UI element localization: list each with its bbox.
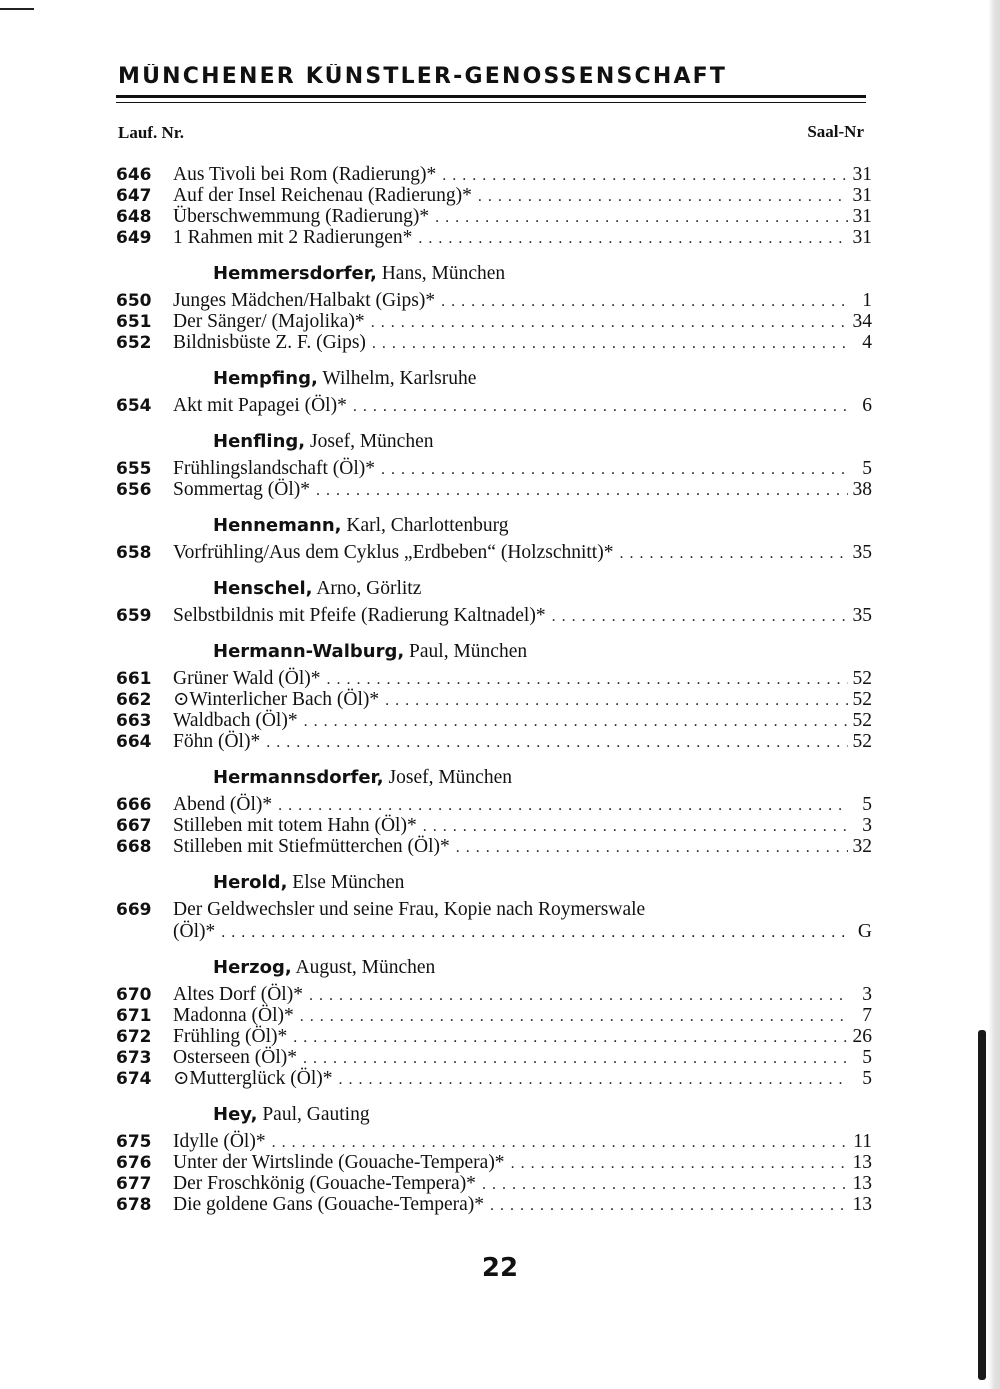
artist-surname: Henschel, bbox=[213, 578, 313, 599]
entry-title: Waldbach (Öl)* bbox=[173, 710, 298, 731]
entry-title: Föhn (Öl)* bbox=[173, 731, 261, 752]
entry-title: Osterseen (Öl)* bbox=[173, 1047, 297, 1068]
artist-details: August, München bbox=[291, 957, 436, 978]
artist-surname: Henfling, bbox=[213, 431, 306, 452]
artist-heading bbox=[116, 262, 872, 286]
artist-details: Paul, Gauting bbox=[257, 1104, 370, 1125]
leader-dots bbox=[484, 1195, 848, 1216]
entry-title: Stilleben mit Stiefmütterchen (Öl)* bbox=[173, 836, 450, 857]
catalog-entry bbox=[116, 542, 872, 563]
entry-number: 674 bbox=[116, 1069, 152, 1089]
entry-number: 677 bbox=[116, 1174, 152, 1194]
catalog-entry bbox=[116, 1131, 872, 1152]
catalog-entry bbox=[116, 836, 872, 857]
leader-dots bbox=[379, 690, 848, 711]
entry-room-number: 5 bbox=[862, 1047, 872, 1068]
entry-room-number: 26 bbox=[852, 1026, 872, 1047]
entry-title: Frühling (Öl)* bbox=[173, 1026, 288, 1047]
catalog-entry bbox=[116, 1026, 872, 1047]
catalog-entry bbox=[116, 668, 872, 689]
entry-room-number: 5 bbox=[862, 458, 872, 479]
artist-heading bbox=[116, 956, 872, 980]
artist-details: Josef, München bbox=[305, 431, 434, 452]
entry-title: Aus Tivoli bei Rom (Radierung)* bbox=[173, 164, 437, 185]
entry-number: 654 bbox=[116, 396, 152, 416]
leader-dots bbox=[303, 985, 848, 1006]
entry-title: ⊙Mutterglück (Öl)* bbox=[173, 1068, 333, 1089]
scan-corner-mark bbox=[0, 8, 34, 10]
entry-room-number: 38 bbox=[852, 479, 872, 500]
entry-room-number: 35 bbox=[852, 605, 872, 626]
artist-details: Hans, München bbox=[376, 263, 506, 284]
entry-number: 651 bbox=[116, 312, 152, 332]
entry-number: 666 bbox=[116, 795, 152, 815]
entry-number: 659 bbox=[116, 606, 152, 626]
header-rule-thin bbox=[116, 102, 866, 103]
leader-dots bbox=[476, 1174, 848, 1195]
leader-dots bbox=[450, 837, 848, 858]
entry-title: Madonna (Öl)* bbox=[173, 1005, 294, 1026]
catalog-entry bbox=[116, 185, 872, 206]
artist-surname: Hey, bbox=[213, 1104, 258, 1125]
binding-edge bbox=[978, 1030, 986, 1380]
catalog-entry bbox=[116, 1194, 872, 1215]
artist-details: Wilhelm, Karlsruhe bbox=[317, 368, 477, 389]
artist-surname: Hempfing, bbox=[213, 368, 318, 389]
entry-room-number: 35 bbox=[852, 542, 872, 563]
artist-heading bbox=[116, 871, 872, 895]
catalog-entry bbox=[116, 479, 872, 500]
catalog-entry bbox=[116, 1068, 872, 1089]
catalog-entry bbox=[116, 227, 872, 248]
entry-number: 671 bbox=[116, 1006, 152, 1026]
entry-title: ⊙Winterlicher Bach (Öl)* bbox=[173, 689, 380, 710]
entry-room-number: 34 bbox=[852, 311, 872, 332]
leader-dots bbox=[266, 1132, 848, 1153]
catalog-entry bbox=[116, 332, 872, 353]
leader-dots bbox=[375, 459, 848, 480]
catalog-entry bbox=[116, 815, 872, 836]
leader-dots bbox=[297, 1048, 848, 1069]
entry-number: 668 bbox=[116, 837, 152, 857]
entry-room-number: 32 bbox=[852, 836, 872, 857]
entry-room-number: 31 bbox=[852, 206, 872, 227]
header-rule-thick bbox=[116, 95, 866, 98]
artist-surname: Hermannsdorfer, bbox=[213, 767, 384, 788]
artist-heading bbox=[116, 430, 872, 454]
artist-details: Paul, München bbox=[404, 641, 528, 662]
entry-title: Junges Mädchen/Halbakt (Gips)* bbox=[173, 290, 436, 311]
entry-title: Abend (Öl)* bbox=[173, 794, 273, 815]
entry-number: 672 bbox=[116, 1027, 152, 1047]
entry-room-number: 1 bbox=[862, 290, 872, 311]
leader-dots bbox=[347, 396, 848, 417]
entry-number: 663 bbox=[116, 711, 152, 731]
leader-dots bbox=[546, 606, 848, 627]
leader-dots bbox=[321, 669, 848, 690]
leader-dots bbox=[260, 732, 848, 753]
catalog-entry bbox=[116, 1152, 872, 1173]
catalog-entry bbox=[116, 458, 872, 479]
catalog-entry bbox=[116, 290, 872, 311]
artist-details: Arno, Görlitz bbox=[312, 578, 422, 599]
entry-title: Unter der Wirtslinde (Gouache-Tempera)* bbox=[173, 1152, 505, 1173]
artist-details: Else München bbox=[287, 872, 405, 893]
leader-dots bbox=[613, 543, 848, 564]
catalog-entry bbox=[116, 1047, 872, 1068]
entry-number: 676 bbox=[116, 1153, 152, 1173]
entry-title: Der Froschkönig (Gouache-Tempera)* bbox=[173, 1173, 476, 1194]
leader-dots bbox=[366, 333, 848, 354]
column-header-saal-nr: Saal-Nr bbox=[807, 122, 864, 141]
entry-room-number: 52 bbox=[852, 731, 872, 752]
entry-title: Die goldene Gans (Gouache-Tempera)* bbox=[173, 1194, 485, 1215]
catalog-entry bbox=[116, 689, 872, 710]
entry-room-number: 52 bbox=[852, 689, 872, 710]
entry-room-number: 7 bbox=[862, 1005, 872, 1026]
leader-dots bbox=[287, 1027, 848, 1048]
entry-room-number: 31 bbox=[852, 164, 872, 185]
page-number: 22 bbox=[481, 1253, 519, 1283]
artist-heading bbox=[116, 367, 872, 391]
entry-room-number: 52 bbox=[852, 668, 872, 689]
catalog-entry bbox=[116, 1005, 872, 1026]
artist-surname: Hennemann, bbox=[213, 515, 342, 536]
artist-heading bbox=[116, 514, 872, 538]
entry-title: Selbstbildnis mit Pfeife (Radierung Kaltnadel)* bbox=[173, 605, 546, 626]
entry-title: Sommertag (Öl)* bbox=[173, 479, 311, 500]
leader-dots bbox=[412, 228, 848, 249]
catalog-entry bbox=[116, 899, 872, 921]
entry-room-number: 3 bbox=[862, 984, 872, 1005]
entry-number: 658 bbox=[116, 543, 152, 563]
catalog-entry bbox=[116, 395, 872, 416]
entry-title: Vorfrühling/Aus dem Cyklus „Erdbeben“ (Holzschnitt)* bbox=[173, 542, 614, 563]
leader-dots bbox=[365, 312, 848, 333]
entry-room-number: 13 bbox=[852, 1173, 872, 1194]
leader-dots bbox=[436, 165, 848, 186]
catalog-entry bbox=[116, 984, 872, 1005]
artist-details: Josef, München bbox=[383, 767, 512, 788]
leader-dots bbox=[417, 816, 848, 837]
leader-dots bbox=[435, 291, 848, 312]
catalog-entry bbox=[116, 206, 872, 227]
entry-room-number: 3 bbox=[862, 815, 872, 836]
catalog-entry bbox=[116, 1173, 872, 1194]
entry-title: 1 Rahmen mit 2 Radierungen* bbox=[173, 227, 413, 248]
entry-number: 656 bbox=[116, 480, 152, 500]
entry-title: Der Geldwechsler und seine Frau, Kopie nach Roymerswale bbox=[173, 899, 646, 920]
entry-title: Der Sänger/ (Majolika)* bbox=[173, 311, 365, 332]
entry-number: 678 bbox=[116, 1195, 152, 1215]
entry-room-number: 31 bbox=[852, 227, 872, 248]
artist-surname: Hermann-Walburg, bbox=[213, 641, 405, 662]
artist-surname: Hemmersdorfer, bbox=[213, 263, 377, 284]
entry-number: 664 bbox=[116, 732, 152, 752]
catalog-entry bbox=[116, 710, 872, 731]
entry-room-number: G bbox=[857, 921, 872, 942]
catalog-entry bbox=[116, 164, 872, 185]
catalog-entry-continuation bbox=[116, 921, 872, 942]
entry-room-number: 5 bbox=[862, 794, 872, 815]
leader-dots bbox=[472, 186, 848, 207]
entry-room-number: 13 bbox=[852, 1194, 872, 1215]
artist-heading bbox=[116, 766, 872, 790]
leader-dots bbox=[298, 711, 848, 732]
entry-room-number: 13 bbox=[852, 1152, 872, 1173]
artist-heading bbox=[116, 577, 872, 601]
entry-number: 661 bbox=[116, 669, 152, 689]
entry-title: Bildnisbüste Z. F. (Gips) bbox=[173, 332, 366, 353]
entry-title: Stilleben mit totem Hahn (Öl)* bbox=[173, 815, 417, 836]
leader-dots bbox=[272, 795, 848, 816]
entry-room-number: 52 bbox=[852, 710, 872, 731]
entry-title: Überschwemmung (Radierung)* bbox=[173, 206, 430, 227]
leader-dots bbox=[294, 1006, 848, 1027]
leader-dots bbox=[505, 1153, 848, 1174]
catalog-entry bbox=[116, 794, 872, 815]
entry-title: Auf der Insel Reichenau (Radierung)* bbox=[173, 185, 472, 206]
page-title: MÜNCHENER KÜNSTLER-GENOSSENSCHAFT bbox=[118, 64, 728, 89]
entry-number: 662 bbox=[116, 690, 152, 710]
catalog-entry bbox=[116, 605, 872, 626]
entry-title: Grüner Wald (Öl)* bbox=[173, 668, 321, 689]
leader-dots bbox=[333, 1069, 849, 1090]
catalog-entry bbox=[116, 731, 872, 752]
entry-number: 673 bbox=[116, 1048, 152, 1068]
entry-number: 652 bbox=[116, 333, 152, 353]
entry-title: Altes Dorf (Öl)* bbox=[173, 984, 303, 1005]
entry-number: 655 bbox=[116, 459, 152, 479]
column-header-lauf-nr: Lauf. Nr. bbox=[118, 123, 184, 142]
entry-number: 675 bbox=[116, 1132, 152, 1152]
entry-number: 646 bbox=[116, 165, 152, 185]
entry-number: 648 bbox=[116, 207, 152, 227]
entry-number: 650 bbox=[116, 291, 152, 311]
entry-number: 667 bbox=[116, 816, 152, 836]
artist-surname: Herzog, bbox=[213, 957, 292, 978]
entry-room-number: 6 bbox=[862, 395, 872, 416]
artist-surname: Herold, bbox=[213, 872, 288, 893]
artist-heading bbox=[116, 640, 872, 664]
catalog-entry bbox=[116, 311, 872, 332]
entry-number: 647 bbox=[116, 186, 152, 206]
artist-heading bbox=[116, 1103, 872, 1127]
entry-room-number: 11 bbox=[853, 1131, 872, 1152]
leader-dots bbox=[310, 480, 848, 501]
entry-number: 649 bbox=[116, 228, 152, 248]
leader-dots bbox=[429, 207, 848, 228]
catalog-listing bbox=[116, 164, 872, 1215]
entry-title-continuation: (Öl)* bbox=[173, 921, 216, 942]
entry-title: Akt mit Papagei (Öl)* bbox=[173, 395, 347, 416]
leader-dots bbox=[215, 922, 848, 943]
entry-title: Idylle (Öl)* bbox=[173, 1131, 266, 1152]
entry-title: Frühlingslandschaft (Öl)* bbox=[173, 458, 376, 479]
artist-details: Karl, Charlottenburg bbox=[341, 515, 509, 536]
entry-number: 670 bbox=[116, 985, 152, 1005]
entry-room-number: 5 bbox=[862, 1068, 872, 1089]
entry-number: 669 bbox=[116, 900, 152, 920]
entry-room-number: 31 bbox=[852, 185, 872, 206]
entry-room-number: 4 bbox=[862, 332, 872, 353]
